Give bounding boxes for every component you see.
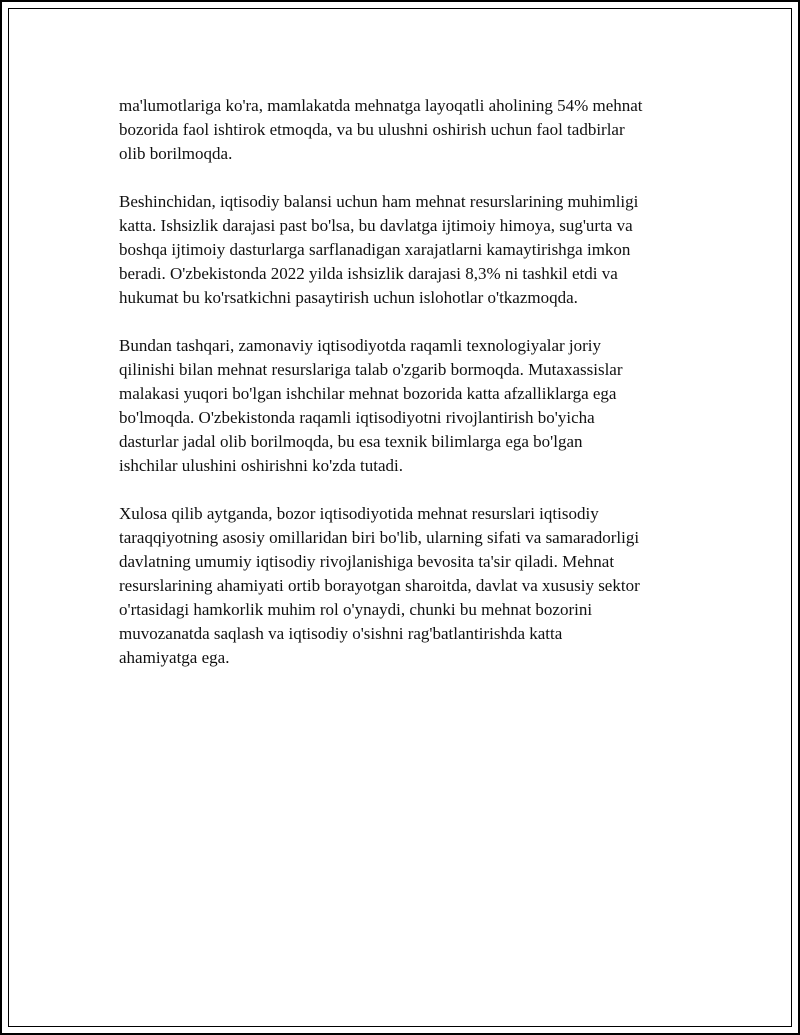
document-body (119, 94, 691, 694)
paragraph-3: Bundan tashqari, zamonaviy iqtisodiyotda raqamli texnologiyalar joriy qilinishi bilan mehnat resurslariga talab o'zgarib bormoqda. Mutaxassislar malakasi yuqori bo'lgan ishchilar mehnat bozorida katta afzalliklarga ega bo'lmoqda. O'zbekistonda raqamli iqtisodiyotni rivojlantirish bo'yicha dasturlar jadal olib borilmoqda, bu esa texnik bilimlarga ega bo'lgan ishchilar ulushini oshirishni ko'zda tutadi. (119, 336, 623, 475)
paragraph-1: ma'lumotlariga ko'ra, mamlakatda mehnatga layoqatli aholining 54% mehnat bozorida faol ishtirok etmoqda, va bu ulushni oshirish uchun faol tadbirlar olib borilmoqda. (119, 96, 643, 163)
paragraph-2: Beshinchidan, iqtisodiy balansi uchun ham mehnat resurslarining muhimligi katta. Ishsizlik darajasi past bo'lsa, bu davlatga ijtimoiy himoya, sug'urta va boshqa ijtimoiy dasturlarga sarflanadigan xarajatlarni kamaytirishga imkon beradi. O'zbekistonda 2022 yilda ishsizlik darajasi 8,3% ni tashkil etdi va hukumat bu ko'rsatkichni pasaytirish uchun islohotlar o'tkazmoqda. (119, 192, 639, 307)
paragraph-4: Xulosa qilib aytganda, bozor iqtisodiyotida mehnat resurslari iqtisodiy taraqqiyotning asosiy omillaridan biri bo'lib, ularning sifati va samaradorligi davlatning umumiy iqtisodiy rivojlanishiga bevosita ta'sir qiladi. Mehnat resurslarining ahamiyati ortib borayotgan sharoitda, davlat va xususiy sektor o'rtasidagi hamkorlik muhim rol o'ynaydi, chunki bu mehnat bozorini muvozanatda saqlash va iqtisodiy o'sishni rag'batlantirishda katta ahamiyatga ega. (119, 504, 640, 667)
